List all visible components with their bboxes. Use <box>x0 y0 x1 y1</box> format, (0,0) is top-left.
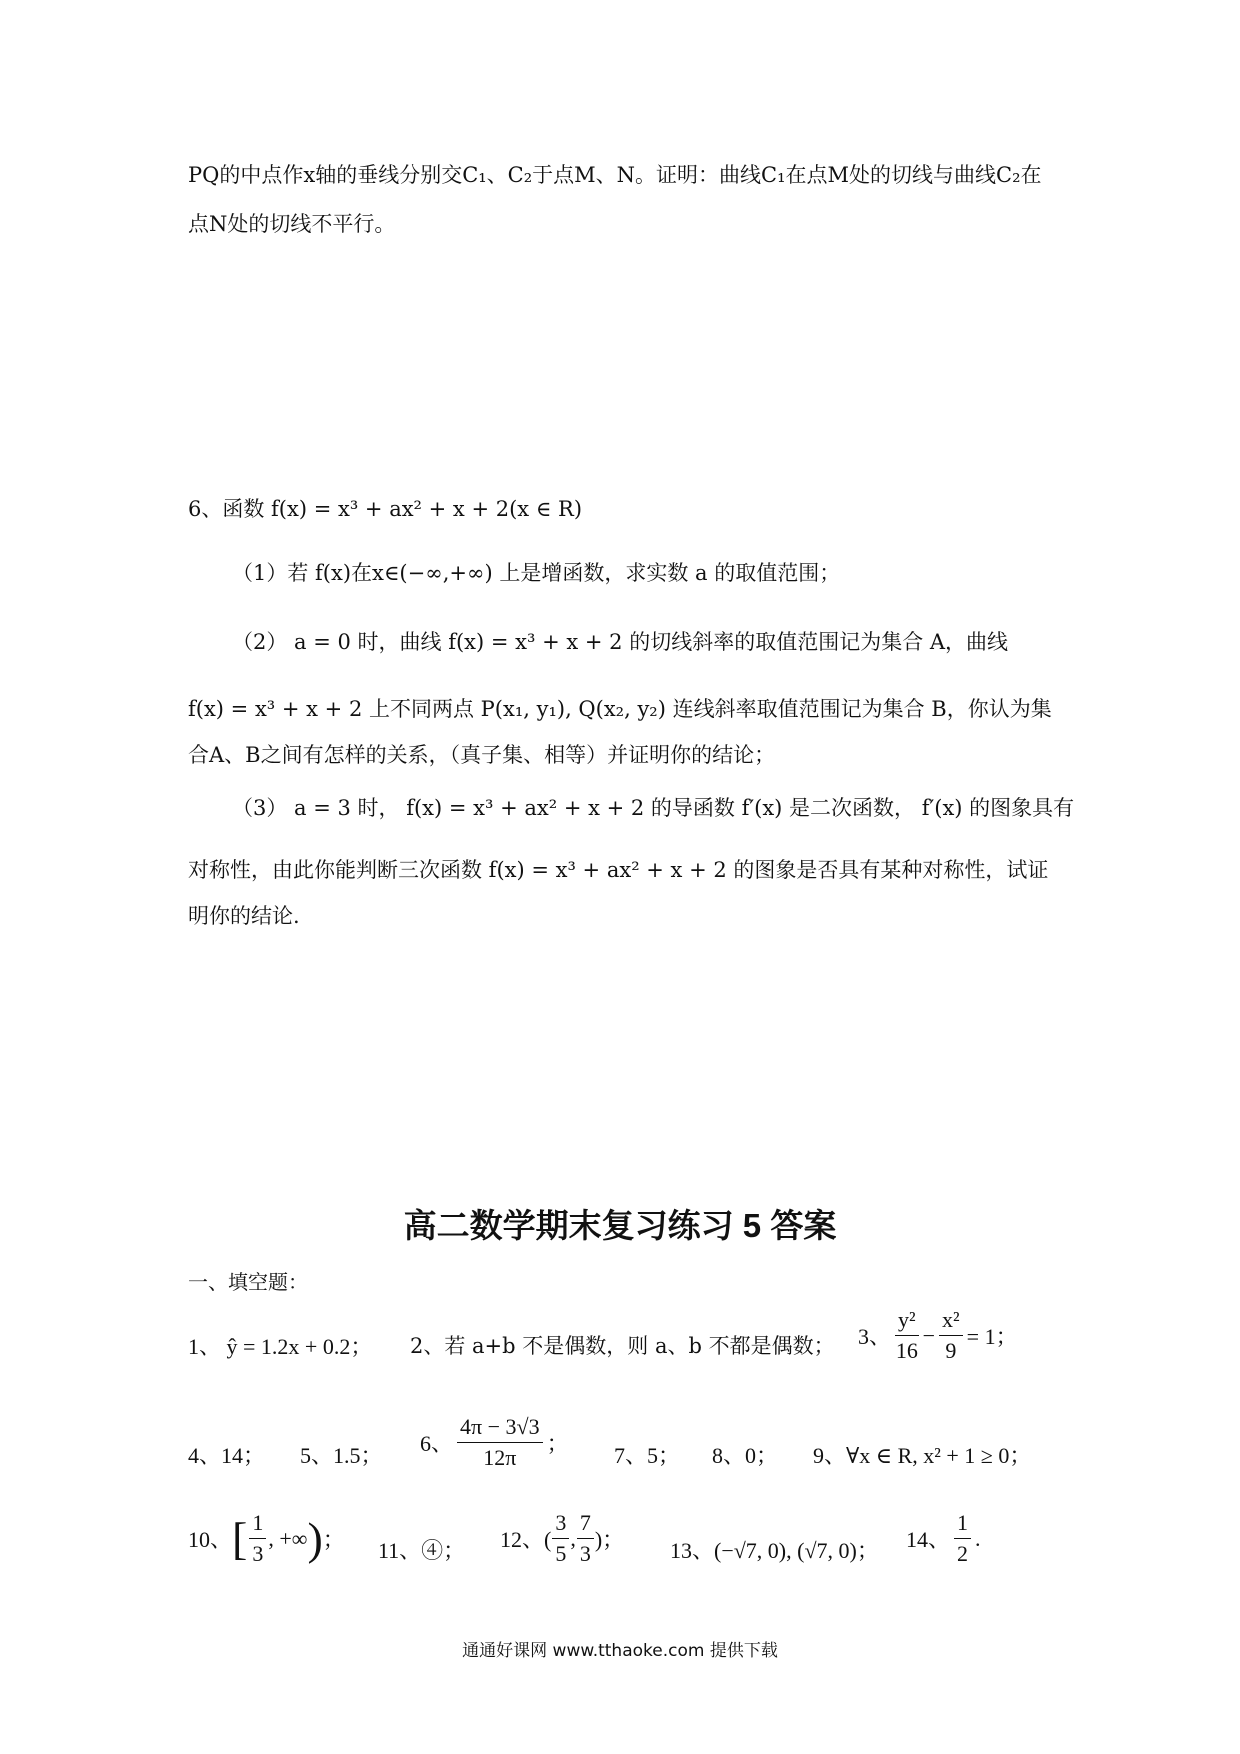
answer-12-label: 12、( <box>500 1527 552 1552</box>
answer-8: 8、0； <box>712 1443 779 1468</box>
answer-4: 4、14； <box>188 1443 266 1468</box>
answer-3-fraction-y <box>895 1305 919 1366</box>
answer-3-num-2: x² <box>939 1305 963 1336</box>
answer-12-den-2: 3 <box>579 1541 591 1566</box>
answer-10-label: 10、 <box>188 1527 233 1552</box>
answer-12-comma: , <box>570 1525 576 1551</box>
answer-12-den-1: 5 <box>555 1541 567 1566</box>
q5-line-2: 点N处的切线不平行。 <box>188 212 396 236</box>
answer-12 <box>500 1508 624 1569</box>
answer-3-end: = 1； <box>966 1324 1018 1349</box>
answer-10-close-bracket: ) <box>307 1512 323 1564</box>
q5-line-1: PQ的中点作x轴的垂线分别交C₁、C₂于点M、N。证明：曲线C₁在点M处的切线与曲线C₂在 <box>188 163 1042 187</box>
answer-14 <box>906 1508 981 1569</box>
answer-3-label: 3、 <box>858 1324 892 1349</box>
answer-10-num: 1 <box>249 1508 266 1539</box>
answer-3 <box>858 1305 1018 1366</box>
answer-6-num: 4π − 3√3 <box>457 1412 543 1443</box>
q6-heading: 6、函数 f(x) = x³ + ax² + x + 2(x ∈ R) <box>188 497 583 521</box>
q6-part-2-line-2: f(x) = x³ + x + 2 上不同两点 P(x₁, y₁), Q(x₂, y₂) 连线斜率取值范围记为集合 B，你认为集 <box>188 697 1052 721</box>
answer-14-end: . <box>975 1525 981 1551</box>
answer-14-num: 1 <box>954 1508 971 1539</box>
answer-10-rest: , +∞ <box>268 1525 308 1551</box>
answer-9: 9、∀x ∈ R, x² + 1 ≥ 0； <box>813 1443 1032 1468</box>
answer-10-den: 3 <box>252 1541 264 1566</box>
answer-3-den-1: 16 <box>895 1338 918 1363</box>
q6-part-3-line-1: （3） a = 3 时， f(x) = x³ + ax² + x + 2 的导函数 f′(x) 是二次函数， f′(x) 的图象具有 <box>232 796 1075 820</box>
answer-title: 高二数学期末复习练习 5 答案 <box>403 1207 837 1244</box>
answer-14-fraction <box>954 1508 971 1569</box>
answer-6-end: ； <box>546 1431 569 1456</box>
answer-3-den-2: 9 <box>945 1338 957 1363</box>
answer-14-label: 14、 <box>906 1527 951 1552</box>
answer-12-num-2: 7 <box>577 1508 594 1539</box>
answer-6-label: 6、 <box>420 1431 454 1456</box>
answer-6-den: 12π <box>483 1445 517 1470</box>
footer-download-note: 通通好课网 www.tthaoke.com 提供下载 <box>462 1641 778 1661</box>
answer-13: 13、(−√7, 0), (√7, 0)； <box>670 1538 879 1563</box>
q6-part-3-line-3: 明你的结论. <box>188 904 300 928</box>
q6-part-2-line-1: （2） a = 0 时，曲线 f(x) = x³ + x + 2 的切线斜率的取值范围记为集合 A，曲线 <box>232 630 1009 654</box>
answer-7: 7、5； <box>614 1443 681 1468</box>
answer-1: 1、 ŷ = 1.2x + 0.2； <box>188 1334 373 1359</box>
answer-3-minus: − <box>922 1322 936 1348</box>
answer-10-fraction <box>249 1508 266 1569</box>
answer-10 <box>188 1508 345 1569</box>
answer-14-den: 2 <box>957 1541 969 1566</box>
answer-12-fraction-2 <box>577 1508 594 1569</box>
answer-10-open-bracket: [ <box>232 1512 248 1564</box>
answer-12-end: )； <box>594 1527 625 1552</box>
answer-5: 5、1.5； <box>300 1443 383 1468</box>
answer-12-num-1: 3 <box>552 1508 569 1539</box>
answer-3-num-1: y² <box>895 1305 919 1336</box>
answer-2: 2、若 a+b 不是偶数，则 a、b 不都是偶数； <box>410 1334 835 1358</box>
section-heading: 一、填空题： <box>188 1270 308 1294</box>
answer-12-fraction-1 <box>552 1508 569 1569</box>
answer-6-fraction <box>457 1412 543 1473</box>
answer-10-end: ； <box>322 1527 345 1552</box>
answer-6 <box>420 1412 569 1473</box>
q6-part-1: （1）若 f(x)在x∈(−∞,+∞) 上是增函数，求实数 a 的取值范围； <box>232 561 841 585</box>
q6-part-2-line-3: 合A、B之间有怎样的关系，（真子集、相等）并证明你的结论； <box>188 743 776 767</box>
answer-11: 11、④； <box>378 1538 466 1563</box>
q6-part-3-line-2: 对称性，由此你能判断三次函数 f(x) = x³ + ax² + x + 2 的图象是否具有某种对称性，试证 <box>188 858 1049 882</box>
answer-3-fraction-x <box>939 1305 963 1366</box>
